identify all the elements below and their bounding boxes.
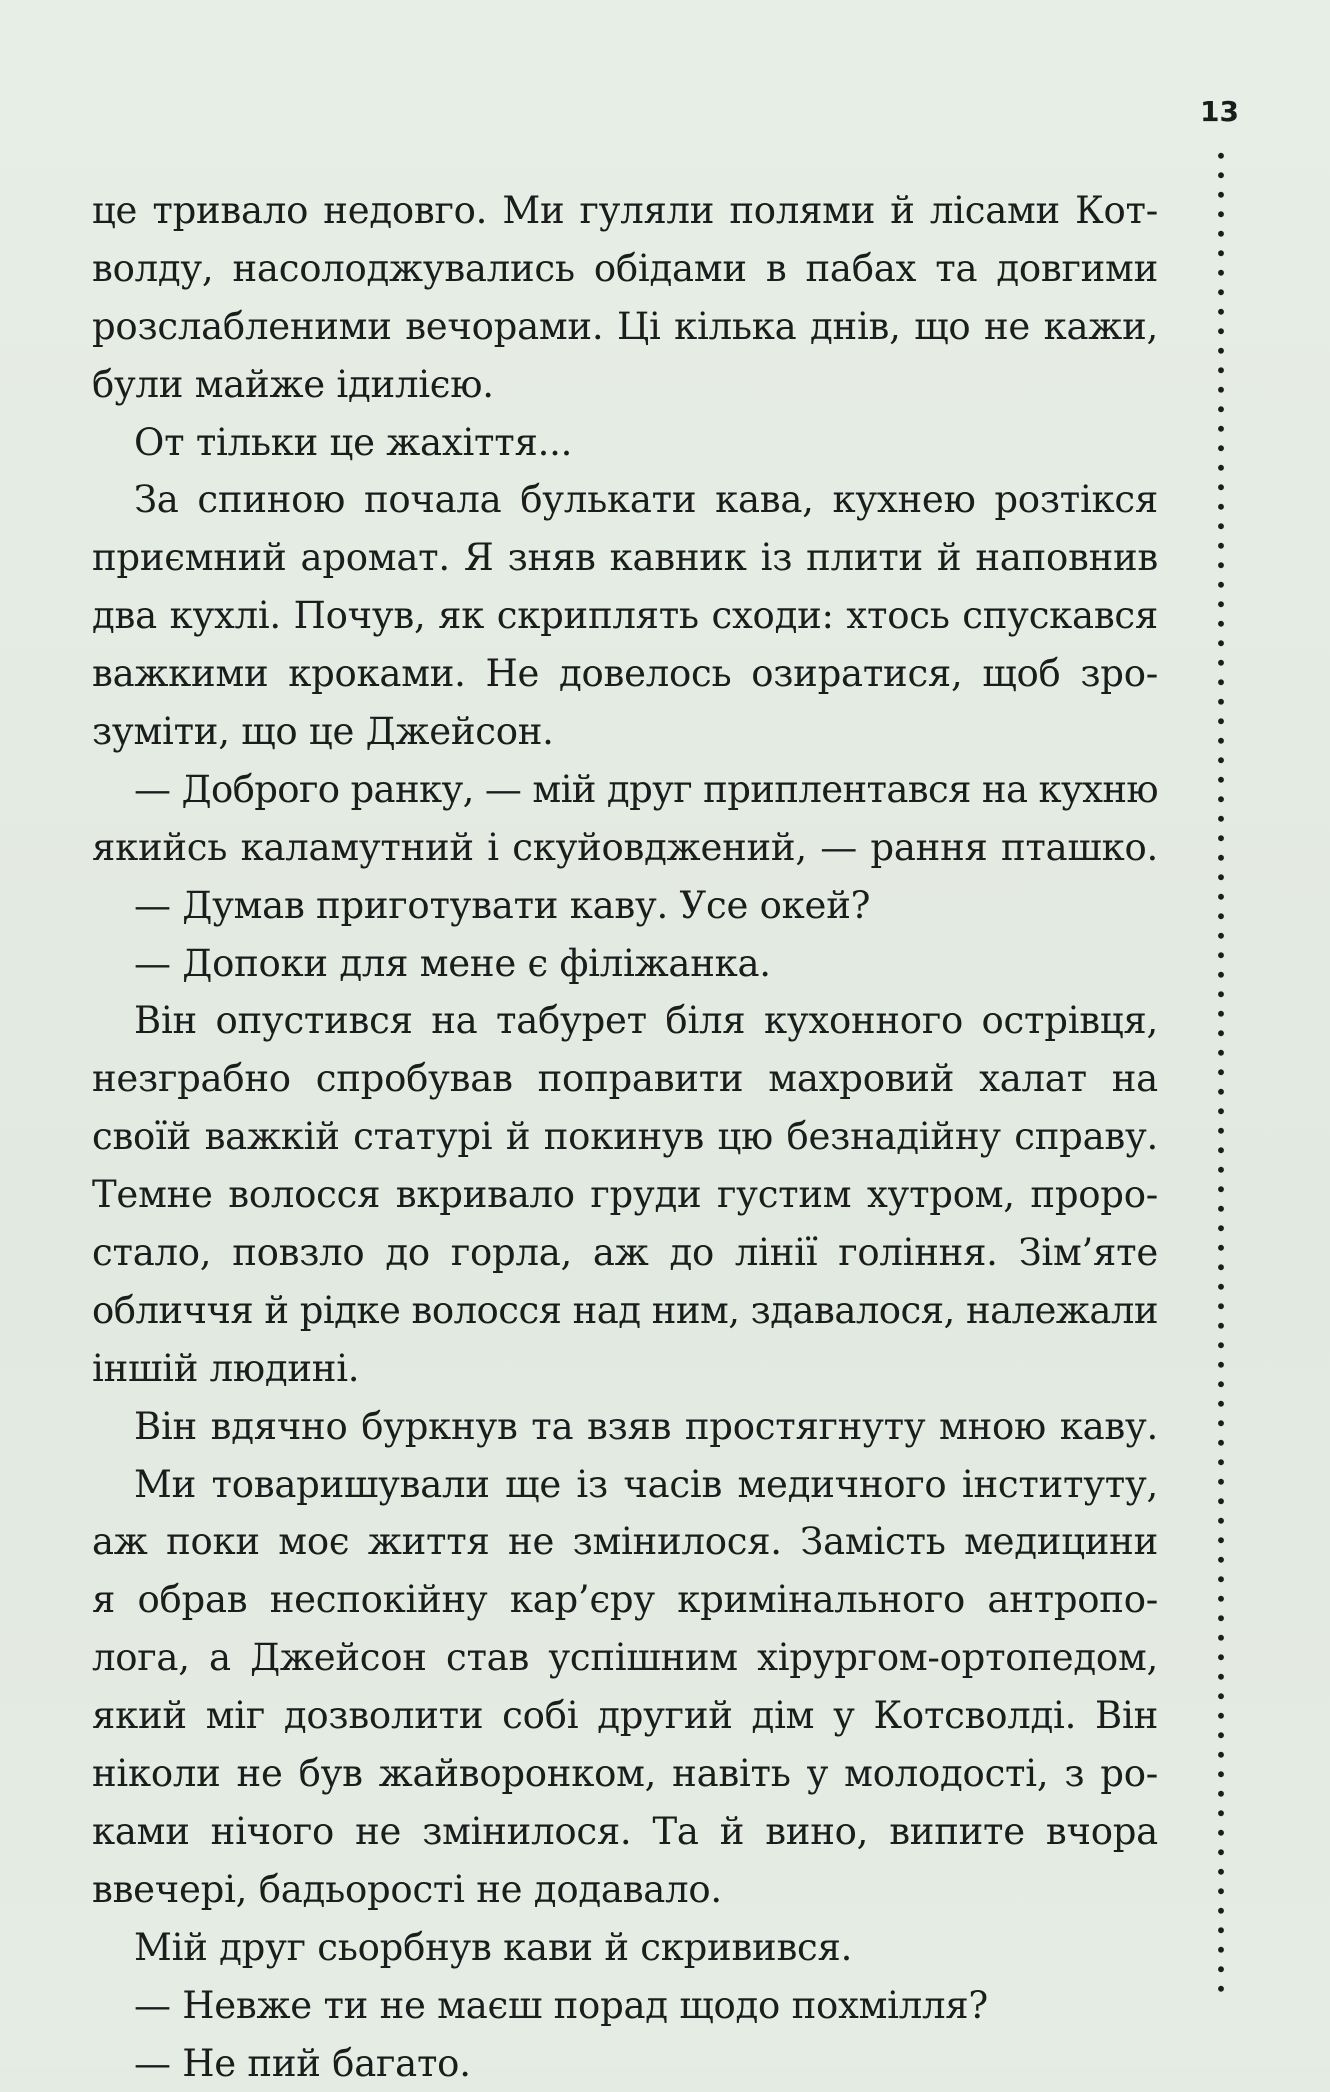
text-line: ніколи не був жайворонком, навіть у молодості, з ро- <box>92 1745 1158 1803</box>
text-line: — Допоки для мене є філіжанка. <box>92 935 1158 993</box>
text-line: іншій людині. <box>92 1340 1158 1398</box>
dotted-margin-rule <box>1218 146 1224 1996</box>
text-line: — Не пий багато. <box>92 2035 1158 2092</box>
text-line: ками нічого не змінилося. Та й вино, випите вчора <box>92 1803 1158 1861</box>
text-line: це тривало недовго. Ми гуляли полями й лісами Кот- <box>92 182 1158 240</box>
text-line: Мій друг сьорбнув кави й скривився. <box>92 1919 1158 1977</box>
text-line: я обрав неспокійну кар’єру кримінального антропо- <box>92 1571 1158 1629</box>
text-line: розслабленими вечорами. Ці кілька днів, що не кажи, <box>92 298 1158 356</box>
text-line: який міг дозволити собі другий дім у Котсволді. Він <box>92 1687 1158 1745</box>
text-line: два кухлі. Почув, як скриплять сходи: хтось спускався <box>92 587 1158 645</box>
text-line: За спиною почала булькати кава, кухнею розтікся <box>92 471 1158 529</box>
text-line: приємний аромат. Я зняв кавник із плити й наповнив <box>92 529 1158 587</box>
text-line: Ми товаришували ще із часів медичного інституту, <box>92 1456 1158 1514</box>
text-line: зуміти, що це Джейсон. <box>92 703 1158 761</box>
text-line: були майже ідилією. <box>92 356 1158 414</box>
text-line: — Думав приготувати каву. Усе окей? <box>92 877 1158 935</box>
text-line: лога, а Джейсон став успішним хірургом-ортопедом, <box>92 1629 1158 1687</box>
page-number: 13 <box>1200 96 1260 128</box>
text-line: важкими кроками. Не довелось озиратися, щоб зро- <box>92 645 1158 703</box>
text-line: Він опустився на табурет біля кухонного острівця, <box>92 992 1158 1050</box>
text-line: Він вдячно буркнув та взяв простягнуту мною каву. <box>92 1398 1158 1456</box>
text-line: незграбно спробував поправити махровий халат на <box>92 1050 1158 1108</box>
text-line: стало, повзло до горла, аж до лінії гоління. Зім’яте <box>92 1224 1158 1282</box>
text-line: — Невже ти не маєш порад щодо похмілля? <box>92 1977 1158 2035</box>
text-line: якийсь каламутний і скуйовджений, — рання пташко. <box>92 819 1158 877</box>
text-line: Темне волосся вкривало груди густим хутром, проро- <box>92 1166 1158 1224</box>
text-line: аж поки моє життя не змінилося. Замість медицини <box>92 1513 1158 1571</box>
text-line: ввечері, бадьорості не додавало. <box>92 1861 1158 1919</box>
text-line: обличчя й рідке волосся над ним, здавалося, належали <box>92 1282 1158 1340</box>
body-text <box>92 182 1158 2092</box>
text-line: волду, насолоджувались обідами в пабах та довгими <box>92 240 1158 298</box>
text-line: своїй важкій статурі й покинув цю безнадійну справу. <box>92 1108 1158 1166</box>
text-line: — Доброго ранку, — мій друг приплентався на кухню <box>92 761 1158 819</box>
text-line: От тільки це жахіття... <box>92 414 1158 472</box>
